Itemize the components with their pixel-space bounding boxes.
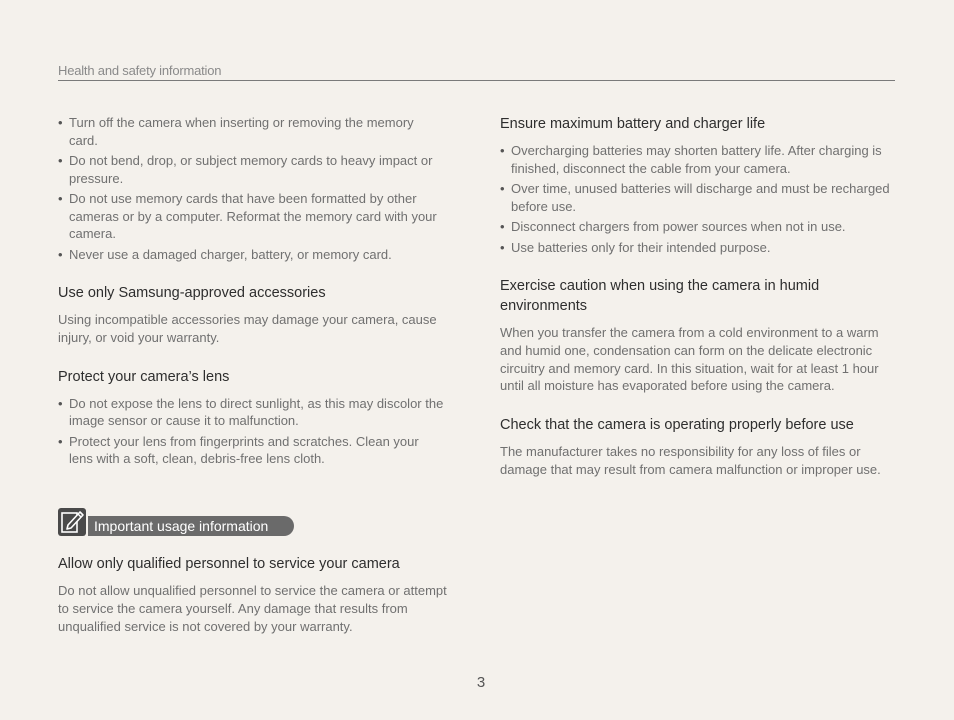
humid-section (500, 276, 898, 395)
check-section (500, 415, 898, 479)
list-item: • Disconnect chargers from power sources when not in use. (500, 218, 898, 236)
note-icon (58, 508, 86, 536)
list-item: • Never use a damaged charger, battery, or memory card. (58, 246, 444, 264)
note-label: Important usage information (88, 516, 294, 536)
service-body: Do not allow unqualified personnel to service the camera or attempt to service the camera yourself. Any damage that results from unqualified service is not covered by your warranty. (58, 583, 447, 634)
battery-section (500, 114, 898, 256)
list-item: • Overcharging batteries may shorten battery life. After charging is finished, disconnect the cable from your camera. (500, 142, 898, 177)
check-body: The manufacturer takes no responsibility for any loss of files or damage that may result from camera malfunction or improper use. (500, 444, 881, 477)
check-heading: Check that the camera is operating properly before use (500, 417, 854, 434)
list-item: • Do not expose the lens to direct sunlight, as this may discolor the image sensor or cause it to malfunction. (58, 395, 444, 430)
list-item: • Do not bend, drop, or subject memory cards to heavy impact or pressure. (58, 152, 444, 187)
page-header (58, 62, 895, 81)
humid-heading: Exercise caution when using the camera in humid environments (500, 278, 820, 314)
accessories-heading: Use only Samsung-approved accessories (58, 285, 326, 301)
list-item: • Protect your lens from fingerprints and scratches. Clean your lens with a soft, clean, debris-free lens cloth. (58, 433, 444, 468)
battery-list (500, 142, 898, 256)
accessories-section (58, 283, 444, 347)
memory-card-list (58, 114, 444, 263)
lens-heading: Protect your camera’s lens (58, 368, 230, 385)
accessories-body: Using incompatible accessories may damage your camera, cause injury, or void your warranty. (58, 312, 437, 345)
battery-heading: Ensure maximum battery and charger life (500, 116, 766, 132)
service-section (58, 554, 448, 635)
lens-section (58, 367, 444, 468)
list-item: • Do not use memory cards that have been formatted by other cameras or by a computer. Reformat the memory card with your camera. (58, 190, 444, 243)
service-heading: Allow only qualified personnel to service your camera (58, 556, 400, 572)
page-number: 3 (476, 674, 486, 691)
right-column (500, 114, 898, 479)
list-item: • Turn off the camera when inserting or removing the memory card. (58, 114, 444, 149)
left-column (58, 112, 444, 471)
list-item: • Use batteries only for their intended purpose. (500, 239, 898, 257)
humid-body: When you transfer the camera from a cold environment to a warm and humid one, condensation can form on the delicate electronic circuitry and memory card. In this situation, wait for at least 1 hour until all moisture has evaporated before using the camera. (500, 325, 879, 394)
header-title: Health and safety information (58, 63, 222, 78)
lens-list (58, 395, 444, 468)
list-item: • Over time, unused batteries will discharge and must be recharged before use. (500, 180, 898, 215)
